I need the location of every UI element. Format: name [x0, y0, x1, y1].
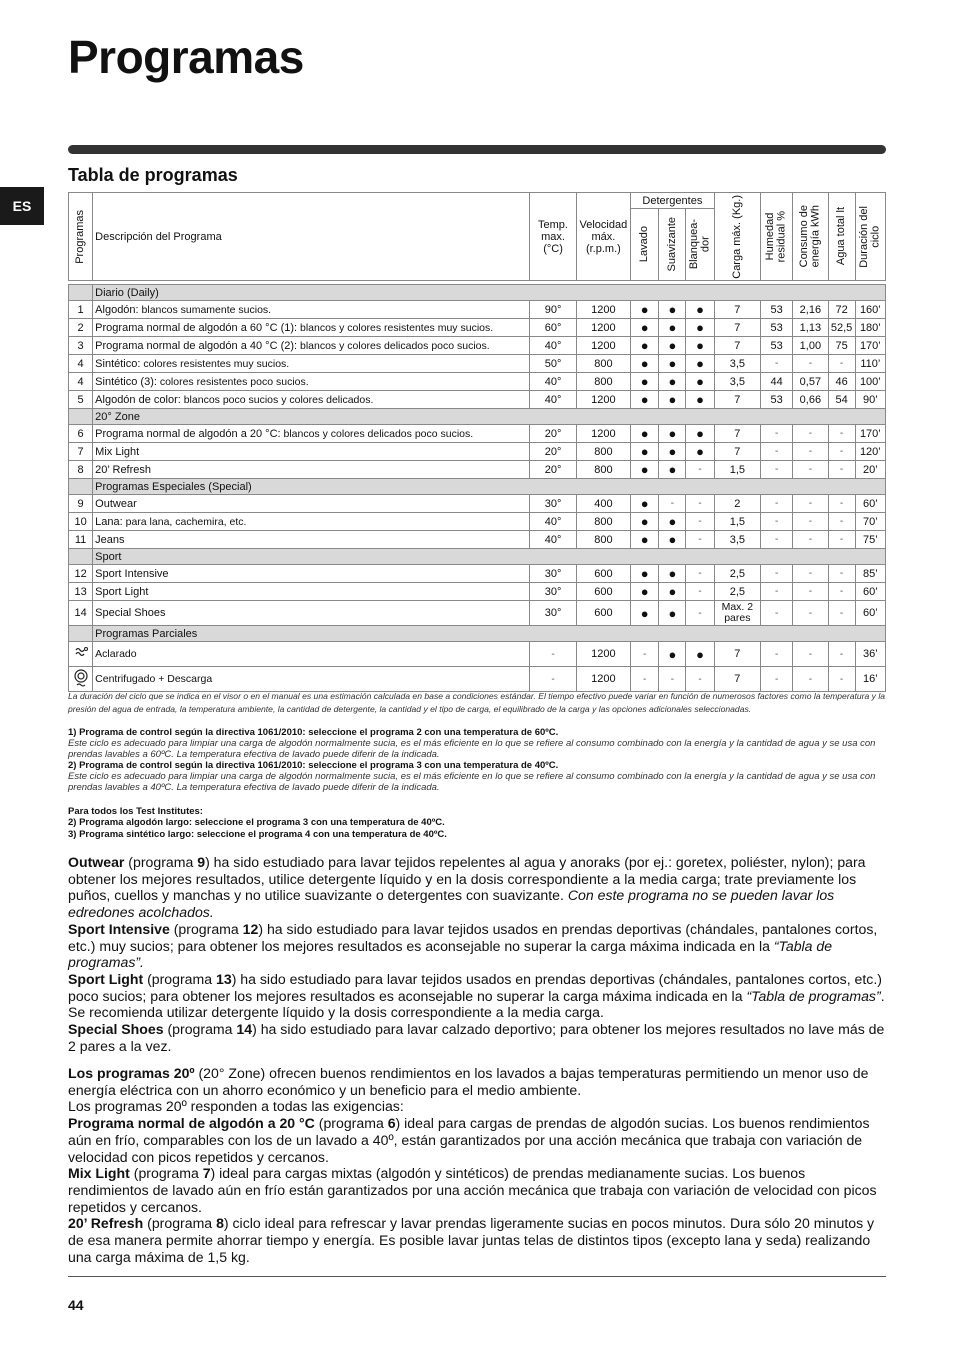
program-detail: colores resistentes muy sucios. [140, 357, 290, 370]
program-number: 5 [69, 391, 93, 409]
cell-hum: - [761, 513, 793, 531]
cell-speed: 1200 [576, 391, 630, 409]
cell-blan: ● [686, 443, 714, 461]
cell-dur: 60’ [855, 495, 885, 513]
cell-hum: 53 [761, 391, 793, 409]
cell-cons: 0,66 [793, 391, 828, 409]
table-row [69, 495, 886, 513]
table-row [69, 425, 886, 443]
cell-suav: ● [659, 391, 686, 409]
cell-cons: 0,57 [793, 373, 828, 391]
footnote-1-text: Este ciclo es adecuado para limpiar una carga de algodón normalmente sucia, es el más eficiente en lo que se refiere al consumo combinado con la energía y la cantidad de agua y se usa con prendas lavables a 60ºC. La temperatura efectiva de lavado puede diferir de la indicada. [68, 738, 876, 761]
program-detail: Centrifugado + Descarga [95, 673, 213, 685]
cell-dur: 85’ [855, 565, 885, 583]
cell-blan: - [686, 513, 714, 531]
program-detail: blancos poco sucios y colores delicados. [180, 393, 374, 406]
cell-lav: ● [631, 565, 659, 583]
section-title: Diario (Daily) [93, 285, 886, 301]
cell-speed: 800 [576, 373, 630, 391]
cell-hum: - [761, 495, 793, 513]
cell-hum: 53 [761, 319, 793, 337]
program-number: 13 [69, 583, 93, 601]
program-number: 11 [69, 531, 93, 549]
cell-cons: - [793, 355, 828, 373]
cell-speed: 600 [576, 565, 630, 583]
refresh-paragraph: 20’ Refresh (programa 8) ciclo ideal para refrescar y lavar prendas ligeramente sucias en pocos minutos. Dura sólo 20 minutos y de esa manera permite ahorrar tiempo y energía. Es posible lavar juntas telas de distintos tipos (excepto lana y seda) realizando una carga máxima de 1,5 kg. [68, 1215, 875, 1265]
section-header-row [69, 626, 886, 642]
zone-20-intro: Los programas 20º responden a todas las exigencias: [68, 1098, 404, 1115]
table-row [69, 642, 886, 667]
programs-table [68, 192, 886, 692]
footer-divider [68, 1276, 886, 1277]
cell-speed: 800 [576, 355, 630, 373]
table-row [69, 301, 886, 319]
cell-hum: - [761, 642, 793, 667]
cell-lav: - [631, 642, 659, 667]
cell-suav: ● [659, 443, 686, 461]
cell-agua: - [828, 443, 855, 461]
cell-cons: - [793, 565, 828, 583]
table-row [69, 531, 886, 549]
cell-lav: ● [631, 443, 659, 461]
cell-temp: 20° [530, 425, 576, 443]
cell-suav: ● [659, 301, 686, 319]
col-carga: Carga máx. (Kg.) [714, 193, 760, 281]
cell-dur: 170’ [855, 337, 885, 355]
title-divider [68, 145, 886, 154]
cell-speed: 800 [576, 531, 630, 549]
cell-agua: 46 [828, 373, 855, 391]
cell-agua: - [828, 583, 855, 601]
cell-speed: 800 [576, 513, 630, 531]
cell-blan: - [686, 531, 714, 549]
cell-lav: ● [631, 495, 659, 513]
cell-dur: 36’ [855, 642, 885, 667]
cell-suav: ● [659, 531, 686, 549]
cell-lav: ● [631, 425, 659, 443]
cell-agua: 75 [828, 337, 855, 355]
col-blanqueador: Blanquea- dor [686, 209, 714, 281]
table-row [69, 667, 886, 692]
cell-suav: ● [659, 461, 686, 479]
cell-blan: - [686, 667, 714, 692]
cell-carga: Max. 2 pares [714, 601, 760, 626]
col-lavado: Lavado [631, 209, 659, 281]
cell-agua: 52,5 [828, 319, 855, 337]
table-row [69, 337, 886, 355]
cell-dur: 20’ [855, 461, 885, 479]
cell-cons: - [793, 495, 828, 513]
program-description [93, 301, 530, 319]
cell-suav: ● [659, 373, 686, 391]
cell-lav: ● [631, 601, 659, 626]
sport-light-paragraph: Sport Light (programa 13) ha sido estudiado para lavar tejidos usados en prendas deportivas (chándales, pantalones cortos, etc.) poco sucios; para obtener los mejores resultados es aconsejable no superar la carga máxima indicada en la “Tabla de programas”. Se recomienda utilizar detergente líquido y la dosis correspondiente a la media carga. [68, 970, 885, 1021]
program-number: 4 [69, 373, 93, 391]
program-name: Outwear [95, 497, 137, 510]
cell-temp: 40° [530, 531, 576, 549]
cell-temp: 50° [530, 355, 576, 373]
cell-lav: ● [631, 531, 659, 549]
footnote-2-text: Este ciclo es adecuado para limpiar una carga de algodón normalmente sucia, es el más eficiente en lo que se refiere al consumo combinado con la energía y la cantidad de agua y se usa con prendas lavables a 40ºC. La temperatura efectiva de lavado puede diferir de la indicada. [68, 771, 876, 794]
program-detail: blancos y colores resistentes muy sucios. [297, 321, 494, 334]
program-description [93, 642, 530, 667]
cell-hum: - [761, 461, 793, 479]
col-descripcion: Descripción del Programa [93, 193, 530, 281]
table-row [69, 319, 886, 337]
program-description [93, 601, 530, 626]
program-description [93, 461, 530, 479]
cell-speed: 1200 [576, 319, 630, 337]
cell-carga: 7 [714, 319, 760, 337]
language-tab: ES [0, 187, 44, 225]
cell-temp: 20° [530, 443, 576, 461]
cell-temp: 30° [530, 565, 576, 583]
test-institutes-item: 2) Programa algodón largo: seleccione el programa 3 con una temperatura de 40ºC. [68, 817, 445, 829]
mix-light-paragraph: Mix Light (programa 7) ideal para cargas mixtas (algodón y sintéticos) de prendas medianamente sucias. Los buenos rendimientos de lavado aún en frío están garantizados por una acción mecánica que trabaja con variación de velocidad con picos repetidos y cercanos. [68, 1165, 877, 1215]
cell-cons: - [793, 531, 828, 549]
cell-carga: 7 [714, 443, 760, 461]
spin-icon [69, 667, 93, 692]
cell-temp: 40° [530, 513, 576, 531]
page-title: Programas [68, 31, 304, 83]
table-row [69, 443, 886, 461]
program-name: Special Shoes [95, 607, 166, 619]
program-name: Programa normal de algodón a 40 °C (2): [95, 339, 298, 352]
cell-lav: ● [631, 355, 659, 373]
cell-speed: 800 [576, 461, 630, 479]
cell-cons: - [793, 667, 828, 692]
cell-lav: ● [631, 513, 659, 531]
program-description [93, 495, 530, 513]
section-header-row [69, 479, 886, 495]
cell-dur: 180’ [855, 319, 885, 337]
cell-cons: - [793, 601, 828, 626]
cell-suav: ● [659, 355, 686, 373]
program-name: Sport Light [95, 585, 149, 598]
cell-hum: 53 [761, 301, 793, 319]
cell-blan: ● [686, 337, 714, 355]
cell-carga: 7 [714, 642, 760, 667]
cell-cons: - [793, 443, 828, 461]
section-title: Tabla de programas [68, 165, 238, 185]
program-name: Sintético: [95, 357, 141, 370]
cell-carga: 7 [714, 425, 760, 443]
special-shoes-paragraph: Special Shoes (programa 14) ha sido estudiado para lavar calzado deportivo; para obtener los mejores resultados no lave más de 2 pares a la vez. [68, 1021, 885, 1054]
cell-agua: - [828, 513, 855, 531]
cell-agua: - [828, 461, 855, 479]
cell-temp: 40° [530, 373, 576, 391]
cell-dur: 170’ [855, 425, 885, 443]
section-title: Programas Parciales [93, 626, 886, 642]
cell-suav: ● [659, 642, 686, 667]
cell-lav: ● [631, 373, 659, 391]
cell-temp: 30° [530, 495, 576, 513]
cell-blan: ● [686, 425, 714, 443]
cell-suav: ● [659, 425, 686, 443]
cell-blan: - [686, 495, 714, 513]
cell-carga: 3,5 [714, 355, 760, 373]
col-humedad: Humedad residual % [761, 193, 793, 281]
cell-cons: 1,00 [793, 337, 828, 355]
col-suavizante: Suavizante [659, 209, 686, 281]
cell-temp: - [530, 667, 576, 692]
program-name: Sport Intensive [95, 567, 169, 580]
program-name: 20’ Refresh [95, 463, 152, 476]
normal-20-paragraph: Programa normal de algodón a 20 °C (programa 6) ideal para cargas de prendas de algodón sucias. Los buenos rendimientos aún en frío, comparables con los de un lavado a 40º, están garantizados por una acción mecánica que trabaja con variación de velocidad con picos repetidos y cercanos. [68, 1115, 870, 1165]
cell-blan: - [686, 565, 714, 583]
program-name: Sintético (3): [95, 375, 157, 388]
program-number: 9 [69, 495, 93, 513]
cell-hum: - [761, 355, 793, 373]
cell-lav: - [631, 667, 659, 692]
program-name: Mix Light [95, 445, 140, 458]
program-detail: colores resistentes poco sucios. [156, 375, 309, 388]
cell-temp: 90° [530, 301, 576, 319]
cell-carga: 1,5 [714, 461, 760, 479]
cell-cons: - [793, 425, 828, 443]
program-number: 14 [69, 601, 93, 626]
col-agua: Agua total lt [828, 193, 855, 281]
cell-lav: ● [631, 461, 659, 479]
cell-lav: ● [631, 391, 659, 409]
test-institutes [68, 806, 886, 840]
table-row [69, 461, 886, 479]
cell-dur: 70’ [855, 513, 885, 531]
table-row [69, 513, 886, 531]
table-row [69, 565, 886, 583]
cell-cons: - [793, 642, 828, 667]
cell-agua: - [828, 355, 855, 373]
program-name: Programa normal de algodón a 60 °C (1): [95, 321, 298, 334]
cell-dur: 60’ [855, 583, 885, 601]
test-institutes-title: Para todos los Test Institutes: [68, 806, 203, 817]
cell-dur: 16’ [855, 667, 885, 692]
cell-dur: 100’ [855, 373, 885, 391]
cell-hum: - [761, 531, 793, 549]
program-number: 1 [69, 301, 93, 319]
section-header-row [69, 285, 886, 301]
program-description [93, 425, 530, 443]
cell-suav: ● [659, 583, 686, 601]
cell-carga: 3,5 [714, 531, 760, 549]
program-name: Jeans [95, 533, 125, 546]
cell-suav: - [659, 495, 686, 513]
program-description [93, 531, 530, 549]
cell-blan: - [686, 601, 714, 626]
col-duracion: Duración del ciclo [855, 193, 885, 281]
cell-dur: 75’ [855, 531, 885, 549]
program-detail: para lana, cachemira, etc. [122, 515, 247, 528]
col-temp: Temp. max. (°C) [530, 193, 576, 281]
program-number: 8 [69, 461, 93, 479]
program-number: 10 [69, 513, 93, 531]
cell-dur: 120’ [855, 443, 885, 461]
footnote-2-title: 2) Programa de control según la directiva 1061/2010: seleccione el programa 3 con una temperatura de 40ºC. [68, 760, 559, 772]
cell-dur: 90’ [855, 391, 885, 409]
footnote-1-title: 1) Programa de control según la directiva 1061/2010: seleccione el programa 2 con una temperatura de 60ºC. [68, 727, 559, 738]
program-description [93, 319, 530, 337]
cell-temp: 40° [530, 337, 576, 355]
cell-dur: 60’ [855, 601, 885, 626]
cell-agua: 54 [828, 391, 855, 409]
table-row [69, 601, 886, 626]
program-name: Algodón: [95, 303, 139, 316]
cell-agua: - [828, 642, 855, 667]
cell-speed: 1200 [576, 642, 630, 667]
program-detail: Aclarado [95, 648, 137, 660]
cell-temp: 30° [530, 583, 576, 601]
program-name: Lana: [95, 515, 123, 528]
program-detail: blancos sumamente sucios. [138, 303, 272, 316]
cell-suav: ● [659, 513, 686, 531]
test-institutes-item: 3) Programa sintético largo: seleccione el programa 4 con una temperatura de 40ºC. [68, 828, 447, 840]
cell-carga: 3,5 [714, 373, 760, 391]
cell-blan: ● [686, 642, 714, 667]
cell-lav: ● [631, 583, 659, 601]
cell-blan: ● [686, 391, 714, 409]
program-number: 4 [69, 355, 93, 373]
cell-blan: - [686, 583, 714, 601]
cell-dur: 110’ [855, 355, 885, 373]
cell-agua: - [828, 601, 855, 626]
col-velocidad: Velocidad máx. (r.p.m.) [576, 193, 630, 281]
section-title: Programas Especiales (Special) [93, 479, 886, 495]
cell-hum: 53 [761, 337, 793, 355]
cell-speed: 600 [576, 583, 630, 601]
cell-lav: ● [631, 301, 659, 319]
cell-hum: 44 [761, 373, 793, 391]
section-header-row [69, 409, 886, 425]
cell-temp: 60° [530, 319, 576, 337]
cell-speed: 1200 [576, 301, 630, 319]
program-description [93, 443, 530, 461]
col-consumo: Consumo de energía kWh [793, 193, 828, 281]
cell-speed: 1200 [576, 667, 630, 692]
cell-cons: - [793, 461, 828, 479]
program-name: Programa normal de algodón a 20 °C: [95, 427, 281, 440]
cell-carga: 2,5 [714, 565, 760, 583]
col-programas: Programas [69, 193, 93, 281]
cell-temp: 20° [530, 461, 576, 479]
program-description [93, 391, 530, 409]
cell-suav: - [659, 667, 686, 692]
zone-20-paragraph: Los programas 20º (20° Zone) ofrecen buenos rendimientos en los lavados a bajas temperaturas permitiendo un menor uso de energía eléctrica con un ahorro económico y un beneficio para el medio ambiente. [68, 1065, 869, 1098]
cell-agua: - [828, 565, 855, 583]
cell-blan: ● [686, 319, 714, 337]
cell-blan: ● [686, 373, 714, 391]
program-number: 3 [69, 337, 93, 355]
cell-lav: ● [631, 337, 659, 355]
rinse-icon [69, 642, 93, 667]
page-number: 44 [68, 1297, 84, 1313]
program-description [93, 667, 530, 692]
cell-speed: 400 [576, 495, 630, 513]
outwear-paragraph: Outwear (programa 9) ha sido estudiado para lavar tejidos repelentes al agua y anoraks (por ej.: goretex, poliéster, nylon); para obtener los mejores resultados, utilice detergente líquido y en la dosis correspondiente a la media carga; trate previamente los puños, cuellos y manchas y no utilice suavizante o detergentes con suavizante. Con este programa no se pueden lavar los edredones acolchados. [68, 854, 866, 921]
cell-suav: ● [659, 319, 686, 337]
program-number: 2 [69, 319, 93, 337]
cell-carga: 7 [714, 391, 760, 409]
program-descriptions [68, 854, 886, 1054]
cell-cons: 1,13 [793, 319, 828, 337]
cell-suav: ● [659, 337, 686, 355]
program-description [93, 373, 530, 391]
cell-hum: - [761, 443, 793, 461]
cell-temp: 30° [530, 601, 576, 626]
table-row [69, 373, 886, 391]
cell-agua: - [828, 425, 855, 443]
program-detail: blancos y colores delicados poco sucios. [280, 427, 474, 440]
cell-speed: 1200 [576, 337, 630, 355]
cell-agua: - [828, 531, 855, 549]
cell-suav: ● [659, 565, 686, 583]
cell-temp: 40° [530, 391, 576, 409]
cell-hum: - [761, 667, 793, 692]
cell-agua: - [828, 495, 855, 513]
cell-cons: 2,16 [793, 301, 828, 319]
cell-temp: - [530, 642, 576, 667]
cell-speed: 600 [576, 601, 630, 626]
cell-suav: ● [659, 601, 686, 626]
cell-hum: - [761, 425, 793, 443]
zone-20-descriptions [68, 1065, 886, 1265]
sport-intensive-paragraph: Sport Intensive (programa 12) ha sido estudiado para lavar tejidos usados en prendas deportivas (chándales, pantalones cortos, etc.) muy sucios; para obtener los mejores resultados es aconsejable no superar la carga máxima indicada en la “Tabla de programas”. [68, 920, 878, 971]
duration-note: La duración del ciclo que se indica en el visor o en el manual es una estimación calculada en base a condiciones estándar. El tiempo efectivo puede variar en función de numerosos factores como la temperatura y la presión del agua de entrada, la temperatura ambiente, la cantidad de detergente, la cantidad y el tipo de carga, el equilibrado de la carga y las opciones adicionales seleccionadas. [68, 691, 886, 714]
section-title: 20° Zone [93, 409, 886, 425]
cell-blan: ● [686, 355, 714, 373]
program-description [93, 565, 530, 583]
program-detail: blancos y colores delicados poco sucios. [297, 339, 490, 352]
cell-carga: 7 [714, 337, 760, 355]
program-description [93, 513, 530, 531]
cell-lav: ● [631, 319, 659, 337]
col-detergentes: Detergentes [631, 193, 715, 209]
cell-dur: 160’ [855, 301, 885, 319]
cell-carga: 7 [714, 667, 760, 692]
program-description [93, 337, 530, 355]
table-row [69, 583, 886, 601]
cell-cons: - [793, 513, 828, 531]
program-name: Algodón de color: [95, 393, 181, 406]
cell-hum: - [761, 565, 793, 583]
cell-carga: 1,5 [714, 513, 760, 531]
cell-carga: 7 [714, 301, 760, 319]
cell-blan: - [686, 461, 714, 479]
cell-carga: 2,5 [714, 583, 760, 601]
table-row [69, 355, 886, 373]
cell-agua: 72 [828, 301, 855, 319]
program-number: 6 [69, 425, 93, 443]
cell-cons: - [793, 583, 828, 601]
section-title: Sport [93, 549, 886, 565]
cell-carga: 2 [714, 495, 760, 513]
program-description [93, 355, 530, 373]
program-number: 7 [69, 443, 93, 461]
footnotes [68, 727, 886, 793]
cell-speed: 1200 [576, 425, 630, 443]
cell-hum: - [761, 601, 793, 626]
section-header-row [69, 549, 886, 565]
cell-agua: - [828, 667, 855, 692]
program-number: 12 [69, 565, 93, 583]
table-row [69, 391, 886, 409]
cell-speed: 800 [576, 443, 630, 461]
cell-hum: - [761, 583, 793, 601]
cell-blan: ● [686, 301, 714, 319]
program-description [93, 583, 530, 601]
